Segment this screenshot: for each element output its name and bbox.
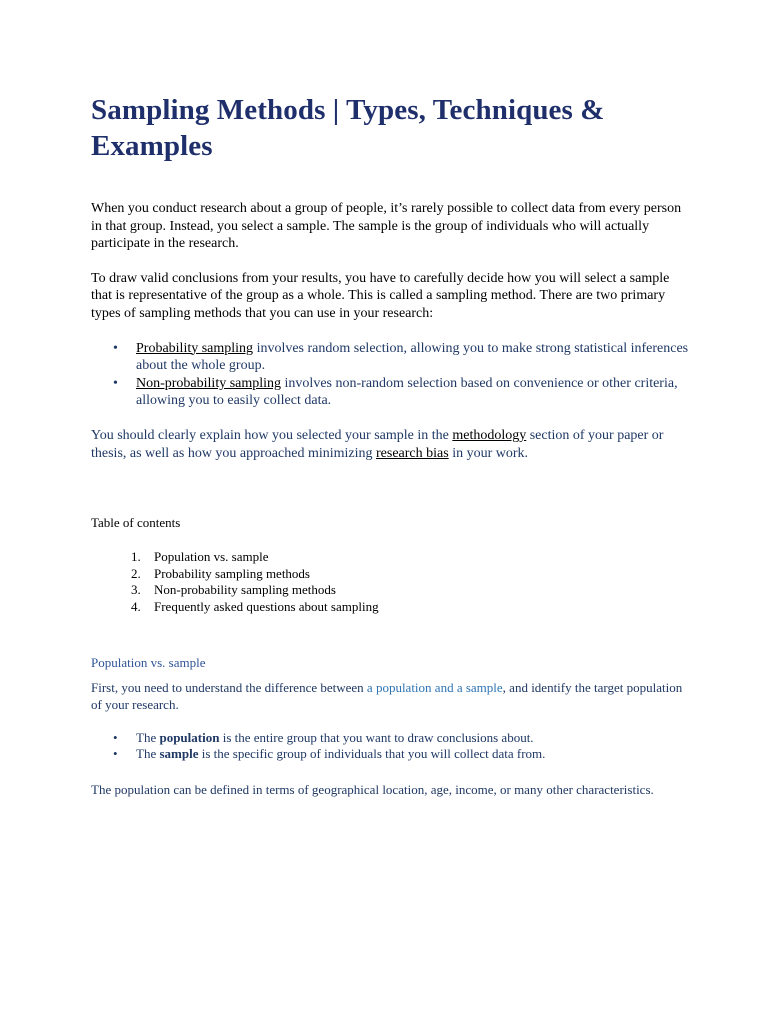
toc-item-number: 3. bbox=[131, 582, 141, 598]
toc-item-population-vs-sample[interactable] bbox=[91, 549, 691, 566]
bullet-icon: • bbox=[113, 340, 118, 356]
definition-term: sample bbox=[159, 746, 199, 762]
population-text-after: , and identify the target population of your research. bbox=[91, 679, 683, 712]
population-definitions-list bbox=[91, 730, 691, 763]
probability-sampling-link[interactable]: Probability sampling bbox=[136, 340, 254, 356]
toc-item-label: Probability sampling methods bbox=[154, 565, 310, 581]
toc-item-faq[interactable] bbox=[91, 599, 691, 616]
toc-item-label: Population vs. sample bbox=[154, 549, 269, 565]
methodology-link[interactable]: methodology bbox=[452, 427, 527, 443]
toc-item-number: 1. bbox=[131, 549, 141, 565]
table-of-contents bbox=[91, 549, 691, 615]
explain-text-middle: section of your paper or thesis, as well as how you approached minimizing bbox=[91, 427, 664, 461]
intro-paragraph-1: When you conduct research about a group of people, it’s rarely possible to collect data from every person in that group. Instead, you select a sample. The sample is the group of individuals who will actually participate in the research. bbox=[91, 201, 682, 252]
definition-term: population bbox=[159, 729, 220, 745]
definition-text: is the entire group that you want to draw conclusions about. bbox=[219, 729, 534, 745]
research-bias-link[interactable]: research bias bbox=[376, 445, 449, 461]
list-item bbox=[91, 746, 691, 763]
definition-prefix: The bbox=[136, 746, 160, 762]
population-and-sample-link[interactable]: a population and a sample bbox=[366, 679, 503, 695]
intro-paragraph-2: To draw valid conclusions from your results, you have to carefully decide how you will select a sample that is representative of the group as a whole. This is called a sampling method. There are two primary types of sampling methods that you can use in your research: bbox=[91, 270, 670, 321]
toc-item-label: Frequently asked questions about sampling bbox=[154, 598, 379, 614]
definition-prefix: The bbox=[136, 729, 160, 745]
toc-title: Table of contents bbox=[91, 515, 181, 531]
list-item bbox=[91, 340, 691, 375]
explain-text-before: You should clearly explain how you selected your sample in the bbox=[91, 427, 453, 443]
toc-item-probability-sampling[interactable] bbox=[91, 566, 691, 583]
sampling-types-list bbox=[91, 340, 691, 410]
list-item bbox=[91, 375, 691, 410]
population-closing-paragraph: The population can be defined in terms of geographical location, age, income, or many other characteristics. bbox=[91, 781, 654, 797]
definition-text: is the specific group of individuals that you will collect data from. bbox=[198, 746, 546, 762]
list-item bbox=[91, 730, 691, 747]
page-title: Sampling Methods | Types, Techniques & Examples bbox=[91, 94, 605, 162]
explain-paragraph bbox=[91, 427, 691, 462]
population-text-before: First, you need to understand the difference between bbox=[91, 679, 367, 695]
bullet-icon: • bbox=[113, 729, 118, 745]
toc-item-label: Non-probability sampling methods bbox=[154, 582, 336, 598]
section-heading-population-vs-sample: Population vs. sample bbox=[91, 654, 206, 670]
toc-item-non-probability-sampling[interactable] bbox=[91, 582, 691, 599]
bullet-icon: • bbox=[113, 746, 118, 762]
toc-item-number: 2. bbox=[131, 565, 141, 581]
list-item-text: involves random selection, allowing you to make strong statistical inferences about the whole group. bbox=[136, 340, 689, 374]
list-item-text: involves non-random selection based on convenience or other criteria, allowing you to easily collect data. bbox=[136, 375, 678, 409]
document-page bbox=[91, 92, 691, 798]
toc-item-number: 4. bbox=[131, 598, 141, 614]
population-intro-paragraph bbox=[91, 679, 691, 713]
non-probability-sampling-link[interactable]: Non-probability sampling bbox=[136, 375, 282, 391]
bullet-icon: • bbox=[113, 375, 118, 391]
explain-text-after: in your work. bbox=[448, 445, 529, 461]
